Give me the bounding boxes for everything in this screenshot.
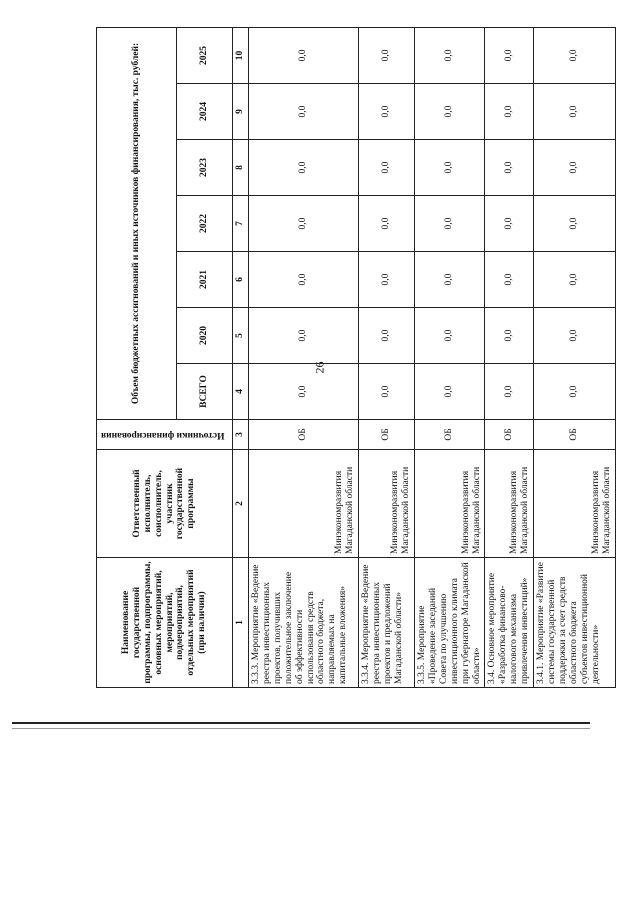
row-name: 3.3.3. Мероприятие «Ведение реестра инвестиционных проектов, получивших положительное заключение об эффективности использования средств областного бюджета, направляемых на капитальные вложения» bbox=[248, 558, 358, 688]
col-number: 1 bbox=[233, 558, 249, 688]
header-year-2023: 2023 bbox=[177, 140, 233, 196]
row-value: 0,0 bbox=[248, 140, 358, 196]
row-value: 0,0 bbox=[534, 252, 616, 308]
row-executor: Минэкономразвития Магаданской области bbox=[358, 450, 414, 558]
page-number-text: 26 bbox=[312, 361, 327, 373]
row-value: 0,0 bbox=[534, 84, 616, 140]
row-value: 0,0 bbox=[485, 27, 534, 83]
table-row bbox=[534, 27, 616, 687]
row-value: 0,0 bbox=[358, 252, 414, 308]
col-number: 6 bbox=[233, 252, 249, 308]
row-value: 0,0 bbox=[485, 84, 534, 140]
header-volume: Объем бюджетных ассигнований и иных источников финансирования, тыс. рублей: bbox=[97, 27, 177, 419]
row-value: 0,0 bbox=[485, 252, 534, 308]
row-value: 0,0 bbox=[414, 140, 485, 196]
row-value: 0,0 bbox=[414, 364, 485, 420]
page-divider bbox=[12, 722, 590, 724]
numbering-row bbox=[233, 27, 249, 687]
table-row bbox=[248, 27, 358, 687]
col-number: 2 bbox=[233, 450, 249, 558]
table-row bbox=[414, 27, 485, 687]
row-value: 0,0 bbox=[358, 308, 414, 364]
row-value: 0,0 bbox=[414, 252, 485, 308]
row-executor: Минэкономразвития Магаданской области bbox=[414, 450, 485, 558]
col-number: 10 bbox=[233, 27, 249, 83]
row-value: 0,0 bbox=[358, 364, 414, 420]
row-name: 3.4.1. Мероприятие «Развитие системы государственной поддержки за счет средств областного бюджета субъектов инвестиционной деятельности» bbox=[534, 558, 616, 688]
row-value: 0,0 bbox=[414, 27, 485, 83]
row-value: 0,0 bbox=[248, 84, 358, 140]
row-source: ОБ bbox=[414, 420, 485, 450]
row-value: 0,0 bbox=[534, 27, 616, 83]
row-value: 0,0 bbox=[414, 308, 485, 364]
col-number: 5 bbox=[233, 308, 249, 364]
col-number: 7 bbox=[233, 196, 249, 252]
row-value: 0,0 bbox=[485, 308, 534, 364]
header-name: Наименование государственной программы, подпрограммы, основных мероприятий, мероприятий, подмероприятий, отдельных мероприятий (при наличии) bbox=[97, 558, 233, 688]
col-number: 8 bbox=[233, 140, 249, 196]
row-value: 0,0 bbox=[414, 196, 485, 252]
row-value: 0,0 bbox=[534, 308, 616, 364]
row-name: 3.3.5. Мероприятие «Проведение заседаний Совета по улучшению инвестиционного климата при губернаторе Магаданской области» bbox=[414, 558, 485, 688]
header-year-2022: 2022 bbox=[177, 196, 233, 252]
row-name: 3.4. Основное мероприятие «Разработка финансово-налогового механизма привлечения инвестиций» bbox=[485, 558, 534, 688]
col-number: 9 bbox=[233, 84, 249, 140]
row-name: 3.3.4. Мероприятие «Ведение реестра инвестиционных проектов и предложений Магаданской области» bbox=[358, 558, 414, 688]
row-value: 0,0 bbox=[414, 84, 485, 140]
header-source-text: Источники финансирования bbox=[100, 429, 225, 440]
page-divider-shadow bbox=[12, 728, 590, 729]
row-value: 0,0 bbox=[534, 140, 616, 196]
row-value: 0,0 bbox=[485, 140, 534, 196]
row-value: 0,0 bbox=[358, 27, 414, 83]
col-number: 4 bbox=[233, 364, 249, 420]
row-value: 0,0 bbox=[534, 364, 616, 420]
header-total: ВСЕГО bbox=[177, 364, 233, 420]
row-value: 0,0 bbox=[358, 84, 414, 140]
row-value: 0,0 bbox=[248, 364, 358, 420]
row-value: 0,0 bbox=[248, 308, 358, 364]
row-source: ОБ bbox=[534, 420, 616, 450]
header-year-2024: 2024 bbox=[177, 84, 233, 140]
row-value: 0,0 bbox=[358, 140, 414, 196]
header-year-2020: 2020 bbox=[177, 308, 233, 364]
row-executor: Минэкономразвития Магаданской области bbox=[485, 450, 534, 558]
row-source: ОБ bbox=[358, 420, 414, 450]
budget-table bbox=[96, 27, 616, 688]
budget-table-wrapper bbox=[96, 28, 640, 684]
row-value: 0,0 bbox=[248, 27, 358, 83]
budget-table-rotated bbox=[96, 28, 613, 688]
header-source bbox=[97, 420, 233, 450]
row-source: ОБ bbox=[248, 420, 358, 450]
col-number: 3 bbox=[233, 420, 249, 450]
table-row bbox=[485, 27, 534, 687]
header-year-2021: 2021 bbox=[177, 252, 233, 308]
row-executor: Минэкономразвития Магаданской области bbox=[248, 450, 358, 558]
row-source: ОБ bbox=[485, 420, 534, 450]
header-executor: Ответственный исполнитель, соисполнитель, участник государственной программы bbox=[97, 450, 233, 558]
row-value: 0,0 bbox=[358, 196, 414, 252]
row-executor: Минэкономразвития Магаданской области bbox=[534, 450, 616, 558]
table-row bbox=[358, 27, 414, 687]
row-value: 0,0 bbox=[248, 196, 358, 252]
row-value: 0,0 bbox=[485, 364, 534, 420]
header-year-2025: 2025 bbox=[177, 27, 233, 83]
row-value: 0,0 bbox=[534, 196, 616, 252]
row-value: 0,0 bbox=[485, 196, 534, 252]
row-value: 0,0 bbox=[248, 252, 358, 308]
